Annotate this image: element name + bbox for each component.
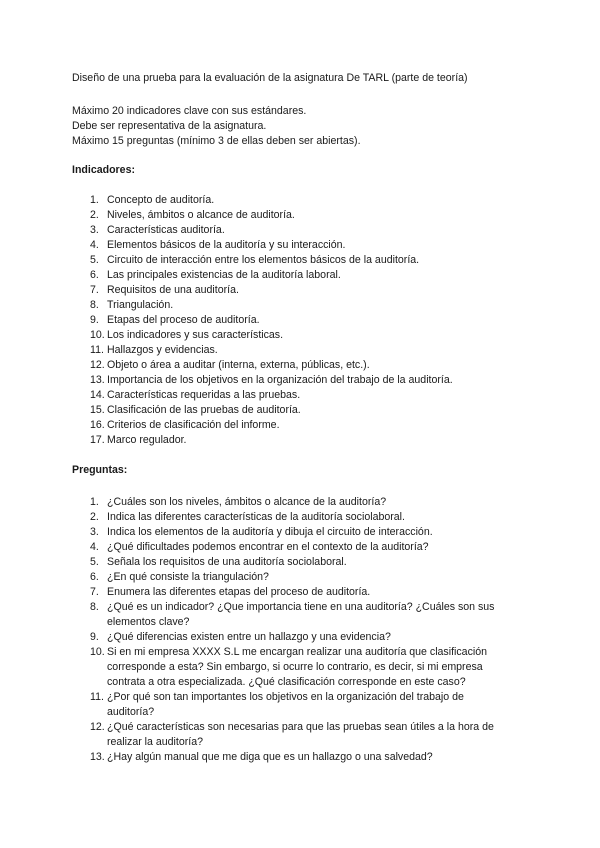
item-text: ¿Qué es un indicador? ¿Que importancia tiene en una auditoría? ¿Cuáles son sus elementos clave? xyxy=(107,601,495,628)
item-number: 10. xyxy=(90,329,105,341)
list-item xyxy=(72,555,512,570)
item-text: Concepto de auditoría. xyxy=(107,194,215,206)
list-item xyxy=(72,750,512,765)
item-text: Señala los requisitos de una auditoría sociolaboral. xyxy=(107,556,347,568)
list-item xyxy=(72,373,512,388)
item-number: 8. xyxy=(90,299,99,311)
list-item xyxy=(72,690,512,720)
item-text: Niveles, ámbitos o alcance de auditoría. xyxy=(107,209,295,221)
item-number: 6. xyxy=(90,269,99,281)
list-item xyxy=(72,720,512,750)
list-item xyxy=(72,193,512,208)
item-number: 10. xyxy=(90,646,105,658)
list-item xyxy=(72,433,512,448)
item-number: 4. xyxy=(90,541,99,553)
item-text: Etapas del proceso de auditoría. xyxy=(107,314,260,326)
item-text: Si en mi empresa XXXX S.L me encargan realizar una auditoría que clasificación corresponde a esta? Sin embargo, si ocurre lo contrario, es decir, si mi empresa contrata a otra especializada. ¿Qué clasificación corresponde en este caso? xyxy=(107,646,488,688)
item-number: 13. xyxy=(90,751,105,763)
list-item xyxy=(72,253,512,268)
list-item xyxy=(72,208,512,223)
item-number: 9. xyxy=(90,631,99,643)
preguntas-list xyxy=(72,495,512,765)
item-text: Importancia de los objetivos en la organización del trabajo de la auditoría. xyxy=(107,374,453,386)
item-text: ¿En qué consiste la triangulación? xyxy=(107,571,269,583)
indicadores-list xyxy=(72,193,512,448)
requirement-line: Debe ser representativa de la asignatura. xyxy=(72,120,267,132)
item-number: 6. xyxy=(90,571,99,583)
list-item xyxy=(72,358,512,373)
list-item xyxy=(72,238,512,253)
item-text: Hallazgos y evidencias. xyxy=(107,344,218,356)
item-number: 7. xyxy=(90,586,99,598)
item-number: 3. xyxy=(90,526,99,538)
requirements-block xyxy=(72,104,552,149)
item-number: 11. xyxy=(90,344,104,356)
item-number: 5. xyxy=(90,556,99,568)
item-text: Clasificación de las pruebas de auditoría. xyxy=(107,404,301,416)
list-item xyxy=(72,343,512,358)
item-number: 12. xyxy=(90,721,105,733)
item-text: Características requeridas a las pruebas. xyxy=(107,389,301,401)
item-number: 3. xyxy=(90,224,99,236)
list-item xyxy=(72,388,512,403)
list-item xyxy=(72,268,512,283)
item-text: Objeto o área a auditar (interna, externa, públicas, etc.). xyxy=(107,359,370,371)
item-number: 1. xyxy=(90,194,99,206)
item-number: 12. xyxy=(90,359,105,371)
item-text: Enumera las diferentes etapas del proceso de auditoría. xyxy=(107,586,371,598)
item-text: Las principales existencias de la auditoría laboral. xyxy=(107,269,341,281)
list-item xyxy=(72,645,512,690)
list-item xyxy=(72,630,512,645)
item-text: Requisitos de una auditoría. xyxy=(107,284,239,296)
item-text: ¿Cuáles son los niveles, ámbitos o alcance de la auditoría? xyxy=(107,496,387,508)
item-text: ¿Qué diferencias existen entre un hallazgo y una evidencia? xyxy=(107,631,391,643)
item-text: Indica los elementos de la auditoría y dibuja el circuito de interacción. xyxy=(107,526,433,538)
item-text: Indica las diferentes características de la auditoría sociolaboral. xyxy=(107,511,405,523)
item-number: 1. xyxy=(90,496,99,508)
item-text: Características auditoría. xyxy=(107,224,225,236)
preguntas-heading: Preguntas: xyxy=(72,464,128,476)
indicadores-heading: Indicadores: xyxy=(72,164,135,176)
list-item xyxy=(72,283,512,298)
item-text: Marco regulador. xyxy=(107,434,187,446)
list-item xyxy=(72,510,512,525)
item-number: 5. xyxy=(90,254,99,266)
list-item xyxy=(72,585,512,600)
item-text: Elementos básicos de la auditoría y su interacción. xyxy=(107,239,346,251)
item-number: 2. xyxy=(90,209,99,221)
item-text: Triangulación. xyxy=(107,299,174,311)
item-number: 11. xyxy=(90,691,104,703)
list-item xyxy=(72,298,512,313)
item-number: 9. xyxy=(90,314,99,326)
list-item xyxy=(72,403,512,418)
item-text: Criterios de clasificación del informe. xyxy=(107,419,280,431)
item-text: ¿Por qué son tan importantes los objetivos en la organización del trabajo de auditoría? xyxy=(107,691,464,718)
list-item xyxy=(72,570,512,585)
item-number: 17. xyxy=(90,434,105,446)
list-item xyxy=(72,600,512,630)
list-item xyxy=(72,418,512,433)
item-number: 13. xyxy=(90,374,105,386)
item-text: ¿Qué dificultades podemos encontrar en el contexto de la auditoría? xyxy=(107,541,429,553)
item-number: 16. xyxy=(90,419,105,431)
list-item xyxy=(72,540,512,555)
item-text: ¿Hay algún manual que me diga que es un hallazgo o una salvedad? xyxy=(107,751,433,763)
requirement-line: Máximo 20 indicadores clave con sus estándares. xyxy=(72,105,307,117)
item-number: 15. xyxy=(90,404,105,416)
item-text: Circuito de interacción entre los elementos básicos de la auditoría. xyxy=(107,254,420,266)
item-text: ¿Qué características son necesarias para que las pruebas sean útiles a la hora de realizar la auditoría? xyxy=(107,721,494,748)
requirement-line: Máximo 15 preguntas (mínimo 3 de ellas deben ser abiertas). xyxy=(72,135,361,147)
item-number: 8. xyxy=(90,601,99,613)
item-text: Los indicadores y sus características. xyxy=(107,329,284,341)
list-item xyxy=(72,223,512,238)
list-item xyxy=(72,495,512,510)
list-item xyxy=(72,525,512,540)
document-title: Diseño de una prueba para la evaluación de la asignatura De TARL (parte de teoría) xyxy=(72,72,468,84)
item-number: 2. xyxy=(90,511,99,523)
list-item xyxy=(72,313,512,328)
item-number: 7. xyxy=(90,284,99,296)
item-number: 4. xyxy=(90,239,99,251)
list-item xyxy=(72,328,512,343)
item-number: 14. xyxy=(90,389,105,401)
